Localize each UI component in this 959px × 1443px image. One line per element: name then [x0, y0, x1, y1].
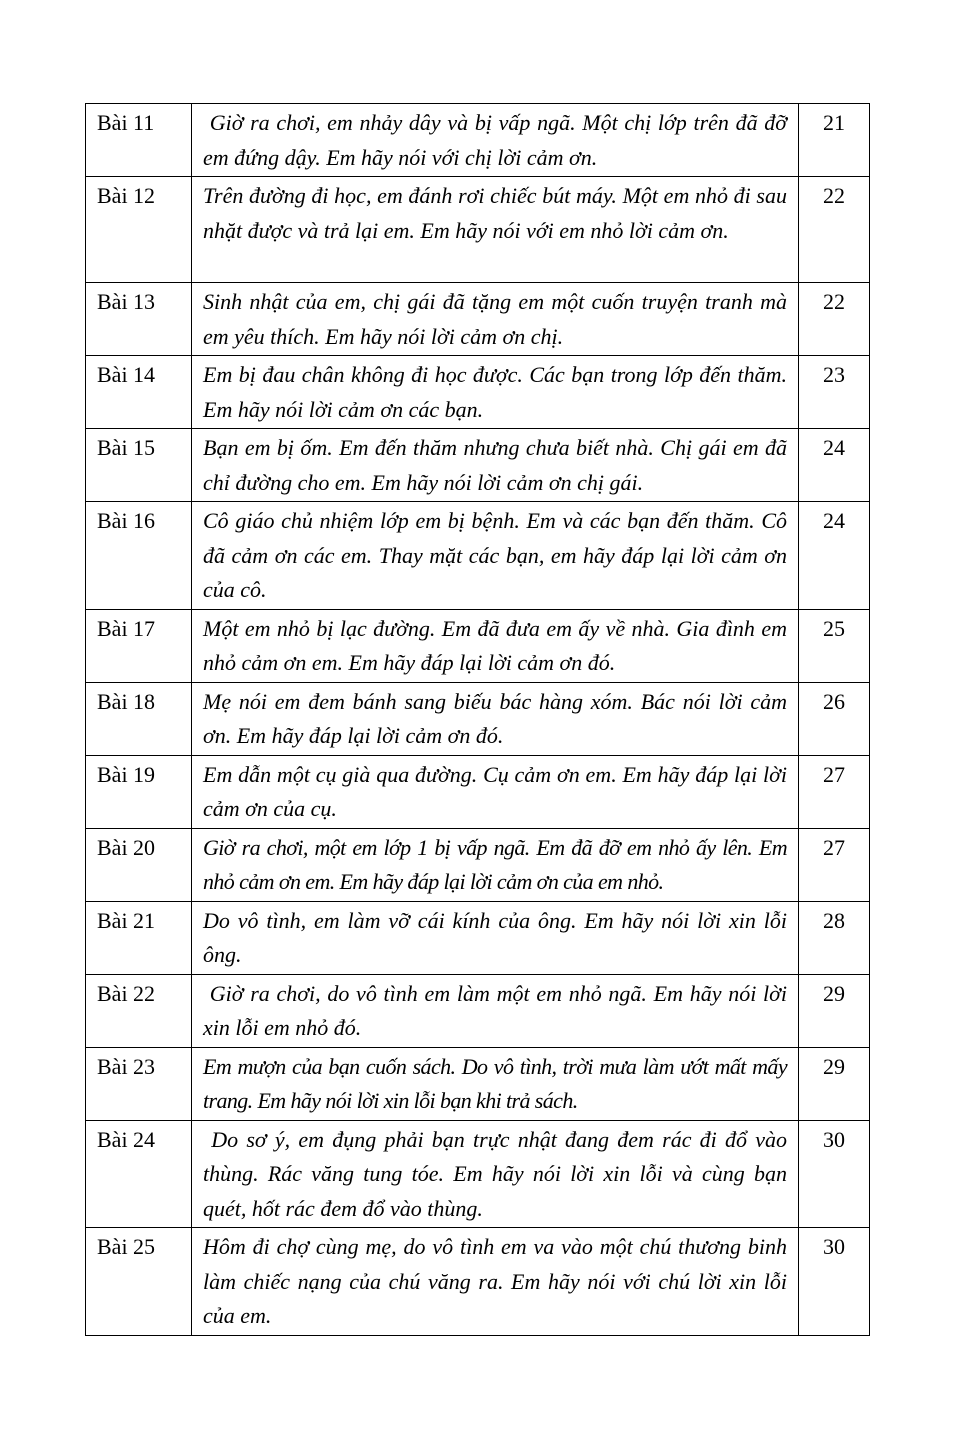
exercise-number: Bài 24: [86, 1120, 192, 1228]
table-row: [86, 974, 870, 1047]
page-number: 22: [799, 177, 870, 283]
exercise-table: [85, 103, 870, 1336]
table-row: [86, 609, 870, 682]
exercise-description: Do vô tình, em làm vỡ cái kính của ông. Em hãy nói lời xin lỗi ông.: [192, 901, 799, 974]
table-row: [86, 502, 870, 610]
exercise-number: Bài 13: [86, 283, 192, 356]
table-row: [86, 828, 870, 901]
table-row: [86, 356, 870, 429]
page-number: 30: [799, 1228, 870, 1336]
exercise-number: Bài 14: [86, 356, 192, 429]
page-number: 25: [799, 609, 870, 682]
exercise-description: Giờ ra chơi, do vô tình em làm một em nhỏ ngã. Em hãy nói lời xin lỗi em nhỏ đó.: [192, 974, 799, 1047]
exercise-number: Bài 11: [86, 104, 192, 177]
exercise-number: Bài 17: [86, 609, 192, 682]
table-row: [86, 283, 870, 356]
exercise-number: Bài 16: [86, 502, 192, 610]
page-number: 24: [799, 429, 870, 502]
page-number: 23: [799, 356, 870, 429]
exercise-description: Giờ ra chơi, một em lớp 1 bị vấp ngã. Em đã đỡ em nhỏ ấy lên. Em nhỏ cảm ơn em. Em hãy đáp lại lời cảm ơn của em nhỏ.: [192, 828, 799, 901]
exercise-number: Bài 21: [86, 901, 192, 974]
page-number: 24: [799, 502, 870, 610]
page-number: 27: [799, 755, 870, 828]
exercise-description: Trên đường đi học, em đánh rơi chiếc bút máy. Một em nhỏ đi sau nhặt được và trả lại em. Em hãy nói với em nhỏ lời cảm ơn.: [192, 177, 799, 283]
table-row: [86, 104, 870, 177]
exercise-description: Do sơ ý, em đụng phải bạn trực nhật đang đem rác đi đổ vào thùng. Rác văng tung tóe. Em hãy nói lời xin lỗi và cùng bạn quét, hốt rác đem đổ vào thùng.: [192, 1120, 799, 1228]
page-number: 27: [799, 828, 870, 901]
page-number: 21: [799, 104, 870, 177]
table-row: [86, 901, 870, 974]
table-row: [86, 1228, 870, 1336]
exercise-description: Một em nhỏ bị lạc đường. Em đã đưa em ấy về nhà. Gia đình em nhỏ cảm ơn em. Em hãy đáp lại lời cảm ơn đó.: [192, 609, 799, 682]
exercise-number: Bài 15: [86, 429, 192, 502]
exercise-description: Bạn em bị ốm. Em đến thăm nhưng chưa biết nhà. Chị gái em đã chỉ đường cho em. Em hãy nói lời cảm ơn chị gái.: [192, 429, 799, 502]
exercise-description: Cô giáo chủ nhiệm lớp em bị bệnh. Em và các bạn đến thăm. Cô đã cảm ơn các em. Thay mặt các bạn, em hãy đáp lại lời cảm ơn của cô.: [192, 502, 799, 610]
page-number: 29: [799, 974, 870, 1047]
exercise-description: Hôm đi chợ cùng mẹ, do vô tình em va vào một chú thương binh làm chiếc nạng của chú văng ra. Em hãy nói với chú lời xin lỗi của em.: [192, 1228, 799, 1336]
exercise-description: Mẹ nói em đem bánh sang biếu bác hàng xóm. Bác nói lời cảm ơn. Em hãy đáp lại lời cảm ơn đó.: [192, 682, 799, 755]
exercise-description: Em mượn của bạn cuốn sách. Do vô tình, trời mưa làm ướt mất mấy trang. Em hãy nói lời xin lỗi bạn khi trả sách.: [192, 1047, 799, 1120]
table-row: [86, 177, 870, 283]
exercise-number: Bài 20: [86, 828, 192, 901]
table-row: [86, 429, 870, 502]
page-number: 30: [799, 1120, 870, 1228]
table-row: [86, 682, 870, 755]
exercise-number: Bài 25: [86, 1228, 192, 1336]
exercise-number: Bài 18: [86, 682, 192, 755]
exercise-number: Bài 22: [86, 974, 192, 1047]
table-row: [86, 755, 870, 828]
page-number: 26: [799, 682, 870, 755]
exercise-number: Bài 12: [86, 177, 192, 283]
exercise-description: Sinh nhật của em, chị gái đã tặng em một cuốn truyện tranh mà em yêu thích. Em hãy nói lời cảm ơn chị.: [192, 283, 799, 356]
exercise-description: Em bị đau chân không đi học được. Các bạn trong lớp đến thăm. Em hãy nói lời cảm ơn các bạn.: [192, 356, 799, 429]
page-number: 22: [799, 283, 870, 356]
page-number: 28: [799, 901, 870, 974]
exercise-number: Bài 23: [86, 1047, 192, 1120]
table-row: [86, 1047, 870, 1120]
page-number: 29: [799, 1047, 870, 1120]
table-row: [86, 1120, 870, 1228]
exercise-description: Em dẫn một cụ già qua đường. Cụ cảm ơn em. Em hãy đáp lại lời cảm ơn của cụ.: [192, 755, 799, 828]
exercise-description: Giờ ra chơi, em nhảy dây và bị vấp ngã. Một chị lớp trên đã đỡ em đứng dậy. Em hãy nói với chị lời cảm ơn.: [192, 104, 799, 177]
exercise-number: Bài 19: [86, 755, 192, 828]
